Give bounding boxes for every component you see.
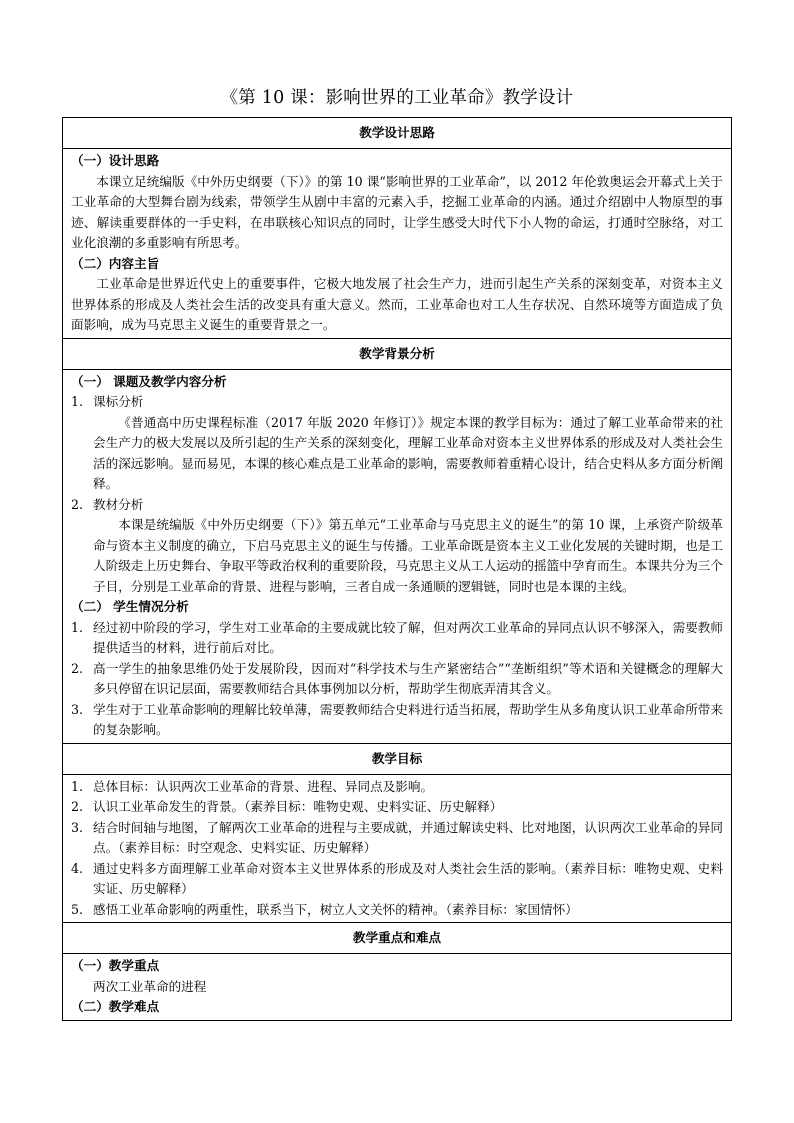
- list-item-text: 高一学生的抽象思维仍处于发展阶段，因而对“科学技术与生产紧密结合”“垄断组织”等术语和关键概念的理解大多只停留在识记层面，需要教师结合具体事例加以分析，帮助学生彻底弄清其含义。: [93, 660, 723, 696]
- background-cell: [63, 369, 732, 743]
- list-item: [71, 797, 723, 818]
- subheading-difficulties: （二）教学难点: [71, 999, 160, 1014]
- list-number: 3.: [71, 701, 84, 717]
- paragraph-key-points: 两次工业革命的进程: [93, 978, 207, 994]
- key-points-row: [63, 954, 732, 1021]
- list-item: [71, 777, 723, 798]
- list-item-text: 认识工业革命发生的背景。（素养目标：唯物史观、史料实证、历史解释）: [93, 799, 503, 814]
- paragraph-content-theme: 工业革命是世界近代史上的重要事件，它极大地发展了社会生产力，进而引起生产关系的深刻变革，对资本主义世界体系的形成及人类社会生活的改变具有重大意义。然而，工业革命也对工人生存状况、自然环境等方面造成了负面影响，成为马克思主义诞生的重要背景之一。: [71, 276, 723, 332]
- list-item: [71, 818, 723, 859]
- background-row: [63, 369, 732, 743]
- list-item-title: 教材分析: [93, 496, 144, 512]
- design-ideas-cell: [63, 149, 732, 339]
- list-number: 3.: [71, 819, 84, 835]
- list-number: 1.: [71, 778, 84, 794]
- list-item-text: 学生对于工业革命影响的理解比较单薄，需要教师结合史料进行适当拓展，帮助学生从多角度认识工业革命所带来的复杂影响。: [93, 701, 723, 737]
- section-heading-background: 教学背景分析: [63, 338, 732, 369]
- section-heading-row: [63, 118, 732, 149]
- list-item: [71, 392, 723, 413]
- subheading-student-analysis: （二） 学生情况分析: [71, 599, 189, 614]
- list-item: [71, 700, 723, 741]
- list-item: [71, 618, 723, 659]
- section-heading-goals: 教学目标: [63, 743, 732, 774]
- subheading-content-analysis: （一） 课题及教学内容分析: [71, 373, 227, 389]
- list-item-title: 课标分析: [93, 394, 144, 409]
- list-item-text: 总体目标：认识两次工业革命的背景、进程、异同点及影响。: [93, 778, 434, 794]
- list-item-text: 结合时间轴与地图，了解两次工业革命的进程与主要成就，并通过解读史料、比对地图，认识两次工业革命的异同点。（素养目标：时空观念、史料实证、历史解释）: [93, 819, 723, 855]
- list-number: 5.: [71, 901, 84, 917]
- list-item: [71, 659, 723, 700]
- list-number: 1.: [71, 619, 84, 635]
- list-item-text: 感悟工业革命影响的两重性，联系当下，树立人文关怀的精神。（素养目标：家国情怀）: [93, 901, 578, 917]
- list-number: 2.: [71, 496, 84, 512]
- list-number: 4.: [71, 860, 84, 876]
- section-heading-row: [63, 338, 732, 369]
- section-heading-row: [63, 743, 732, 774]
- paragraph-curriculum-analysis: 《普通高中历史课程标准（2017 年版 2020 年修订）》规定本课的教学目标为：通过了解工业革命带来的社会生产力的极大发展以及所引起的生产关系的深刻变化，理解工业革命对资本主义世界体系的形成及对人类社会生活的深远影响。显而易见，本课的核心难点是工业革命的影响，需要教师着重精心设计，结合史料从多方面分析阐释。: [93, 414, 723, 491]
- list-item: [71, 859, 723, 900]
- section-heading-row: [63, 923, 732, 954]
- section-heading-design-ideas: 教学设计思路: [63, 118, 732, 149]
- document-title: 《第 10 课：影响世界的工业革命》教学设计: [220, 88, 574, 108]
- key-points-cell: [63, 954, 732, 1021]
- list-number: 2.: [71, 660, 84, 676]
- list-item: [71, 495, 723, 516]
- list-item: [71, 900, 723, 921]
- paragraph-design-ideas: 本课立足统编版《中外历史纲要（下）》的第 10 课“影响世界的工业革命”，以 2012 年伦敦奥运会开幕式上关于工业革命的大型舞台剧为线索，带领学生从剧中丰富的元素入手，挖掘工业革命的内涵。通过介绍剧中人物原型的事迹、解读重要群体的一手史料，在串联核心知识点的同时，让学生感受大时代下小人物的命运，打通时空脉络，对工业化浪潮的多重影响有所思考。: [71, 173, 723, 250]
- subheading-design-ideas: （一）设计思路: [71, 153, 160, 168]
- paragraph-textbook-analysis: 本课是统编版《中外历史纲要（下）》第五单元“工业革命与马克思主义的诞生”的第 10 课，上承资产阶级革命与资本主义制度的确立，下启马克思主义的诞生与传播。工业革命既是资本主义工业化发展的关键时期，也是工人阶级走上历史舞台、争取平等政治权利的重要阶段，马克思主义从工人运动的摇篮中孕育而生。本课共分为三个子目，分别是工业革命的背景、进程与影响，三者自成一条通顺的逻辑链，同时也是本课的主线。: [93, 517, 723, 594]
- design-ideas-row: [63, 149, 732, 339]
- list-number: 2.: [71, 799, 84, 814]
- list-item-body: [71, 413, 723, 495]
- list-item-text: 经过初中阶段的学习，学生对工业革命的主要成就比较了解，但对两次工业革命的异同点认识不够深入，需要教师提供适当的材料，进行前后对比。: [93, 619, 723, 655]
- lesson-plan-table: [62, 117, 732, 1021]
- goals-row: [63, 774, 732, 923]
- section-heading-key-points: 教学重点和难点: [63, 923, 732, 954]
- goals-cell: [63, 774, 732, 923]
- subheading-content-theme: （二）内容主旨: [71, 255, 160, 271]
- list-item-body: [71, 515, 723, 597]
- subheading-key-points: （一）教学重点: [71, 958, 160, 973]
- list-item-text: 通过史料多方面理解工业革命对资本主义世界体系的形成及对人类社会生活的影响。（素养目标：唯物史观、史料实证、历史解释）: [93, 860, 723, 896]
- list-number: 1.: [71, 394, 84, 409]
